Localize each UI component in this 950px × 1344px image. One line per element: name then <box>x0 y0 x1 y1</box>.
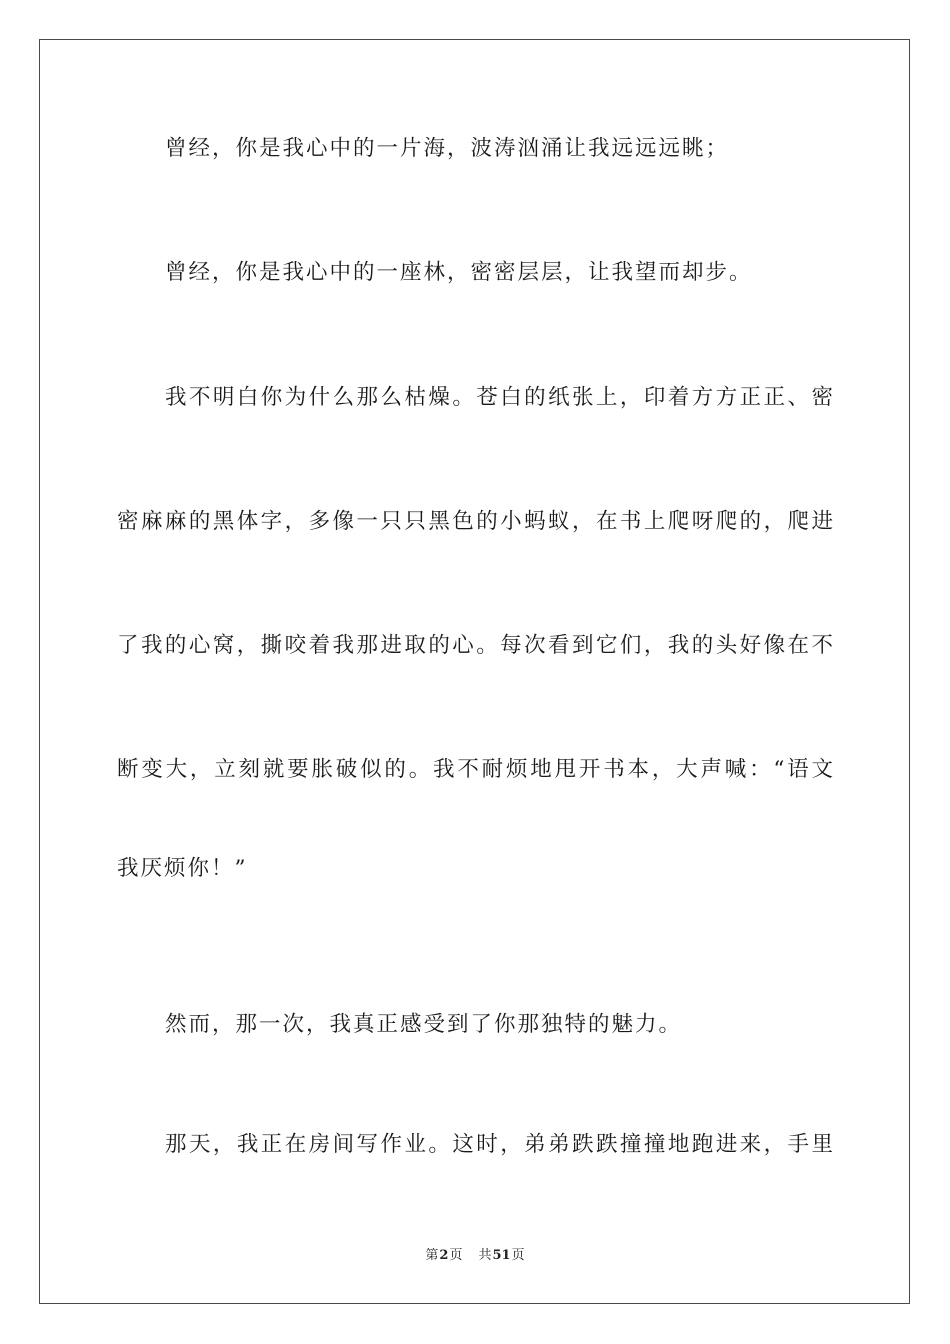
paragraph-line-9: 那天，我正在房间写作业。这时，弟弟跌跌撞撞地跑进来，手里 <box>165 1132 833 1157</box>
page-suffix: 页 <box>449 1248 463 1263</box>
paragraph-line-1: 曾经，你是我心中的一片海，波涛汹涌让我远远远眺； <box>165 136 730 161</box>
paragraph-line-6: 断变大，立刻就要胀破似的。我不耐烦地甩开书本，大声喊：“语文 <box>117 757 833 782</box>
page-border <box>39 39 910 1304</box>
total-suffix: 页 <box>511 1248 525 1263</box>
paragraph-line-8: 然而，那一次，我真正感受到了你那独特的魅力。 <box>165 1012 683 1037</box>
total-pages: 51 <box>492 1248 511 1263</box>
paragraph-line-4: 密麻麻的黑体字，多像一只只黑色的小蚂蚁，在书上爬呀爬的，爬进 <box>117 509 833 534</box>
paragraph-line-5: 了我的心窝，撕咬着我那进取的心。每次看到它们，我的头好像在不 <box>117 633 833 658</box>
page-number: 2 <box>439 1248 449 1263</box>
total-prefix: 共 <box>478 1248 492 1263</box>
page-footer <box>0 1246 950 1266</box>
page-prefix: 第 <box>425 1248 439 1263</box>
paragraph-line-7: 我厌烦你！” <box>117 856 248 881</box>
paragraph-line-2: 曾经，你是我心中的一座林，密密层层，让我望而却步。 <box>165 260 753 285</box>
paragraph-line-3: 我不明白你为什么那么枯燥。苍白的纸张上，印着方方正正、密 <box>165 385 833 410</box>
